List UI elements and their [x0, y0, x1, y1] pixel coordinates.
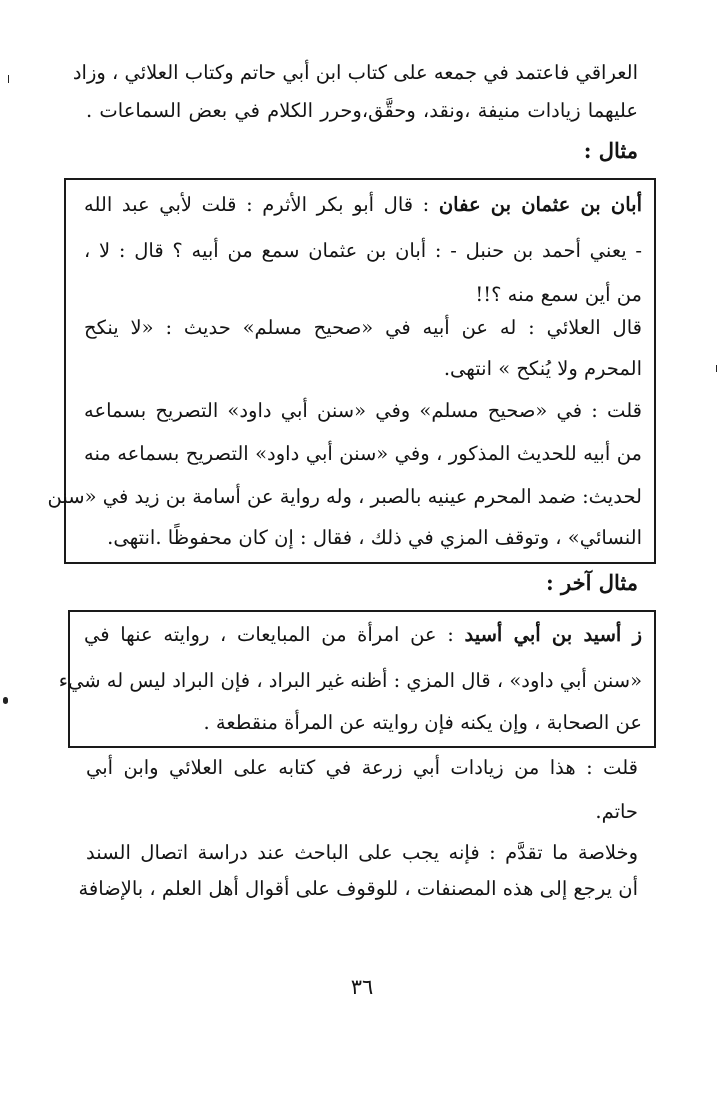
- another-example-box: [58, 610, 656, 748]
- example-line-2: - يعني أحمد بن حنبل - : أبان بن عثمان سمع من أبيه ؟ قال : لا ،: [84, 239, 642, 262]
- intro-line-2: عليهما زيادات منيفة ،ونقد، وحقَّق،وحرر الكلام في بعض السماعات .: [86, 99, 638, 122]
- example-line-6: قلت : في «صحيح مسلم» وفي «سنن أبي داود» التصريح بسماعه: [84, 399, 642, 422]
- example-line-1: أبان بن عثمان بن عفان : قال أبو بكر الأثرم : قلت لأبي عبد الله: [84, 193, 643, 216]
- another-example-heading: مثال آخر :: [545, 570, 638, 595]
- example-heading: مثال :: [583, 138, 638, 163]
- another-example-line-3: عن الصحابة ، وإن يكنه فإن روايته عن المرأة منقطعة .: [203, 711, 642, 734]
- scan-speck: [3, 697, 8, 704]
- narrator-name: أبان بن عثمان بن عفان: [438, 193, 643, 216]
- outro-line-4: أن يرجع إلى هذه المصنفات ، للوقوف على أقوال أهل العلم ، بالإضافة: [78, 877, 638, 900]
- intro-line-1: العراقي فاعتمد في جمعه على كتاب ابن أبي حاتم وكتاب العلائي ، وزاد: [72, 61, 638, 84]
- example-line-3: من أين سمع منه ؟!!: [475, 283, 642, 306]
- scan-speck: [716, 365, 717, 372]
- example-line-9: النسائي» ، وتوقف المزي في ذلك ، فقال : إن كان محفوظًا .انتهى.: [107, 526, 642, 549]
- outro-line-1: قلت : هذا من زيادات أبي زرعة في كتابه على العلائي وابن أبي: [86, 756, 638, 779]
- page-number: ٣٦: [350, 975, 374, 999]
- another-example-line-1: ز أسيد بن أبي أسيد : عن امرأة من المبايعات ، روايته عنها في: [84, 623, 642, 646]
- example-box: [47, 178, 656, 564]
- example-line-8: لحديث: ضمد المحرم عينيه بالصبر ، وله رواية عن أسامة بن زيد في «سنن: [47, 485, 642, 508]
- outro-line-2: حاتم.: [595, 800, 638, 823]
- scan-speck: [8, 75, 9, 83]
- outro-line-3: وخلاصة ما تقدَّم : فإنه يجب على الباحث عند دراسة اتصال السند: [86, 841, 638, 864]
- another-example-line-2: «سنن أبي داود» ، قال المزي : أظنه غير البراد ، فإن البراد ليس له شيء: [58, 669, 642, 692]
- example-line-5: المحرم ولا يُنكح » انتهى.: [443, 357, 642, 380]
- example-line-7: من أبيه للحديث المذكور ، وفي «سنن أبي داود» التصريح بسماعه منه: [84, 442, 642, 465]
- example-line-4: قال العلائي : له عن أبيه في «صحيح مسلم» حديث : «لا ينكح: [84, 316, 642, 339]
- narrator-name-2: ز أسيد بن أبي أسيد: [464, 623, 642, 646]
